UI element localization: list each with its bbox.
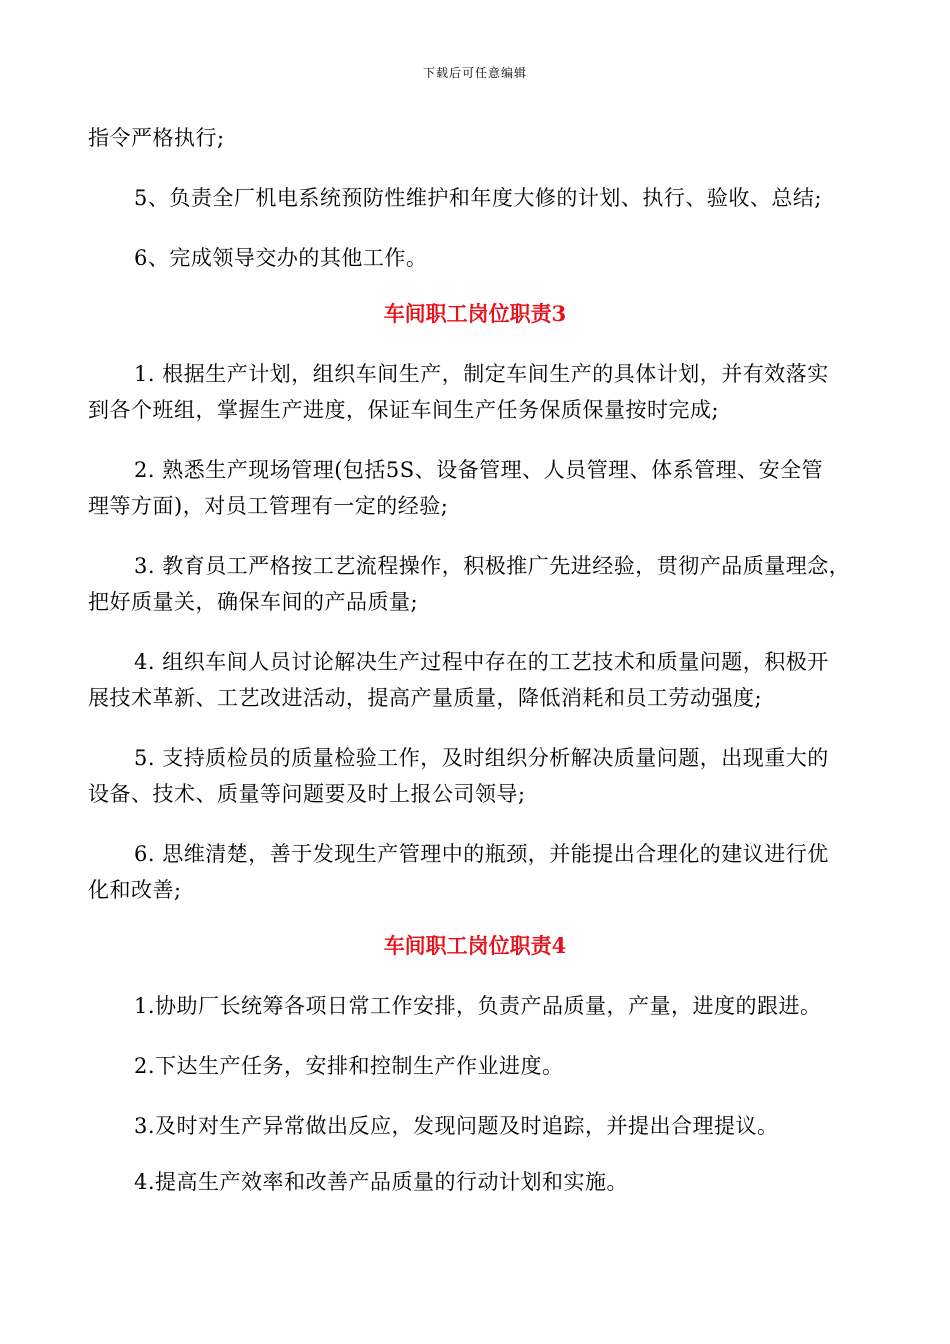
- s3-item-3-line-1: 3. 教育员工严格按工艺流程操作，积极推广先进经验，贯彻产品质量理念，: [134, 554, 851, 578]
- section-3-title: 车间职工岗位职责3: [383, 301, 567, 326]
- s4-item-3: 3.及时对生产异常做出反应，发现问题及时追踪，并提出合理提议。: [134, 1114, 779, 1138]
- s3-item-6-line-2: 化和改善;: [88, 878, 182, 902]
- s3-item-2-line-2: 理等方面)，对员工管理有一定的经验;: [88, 494, 449, 518]
- s3-item-4-line-2: 展技术革新、工艺改进活动，提高产量质量，降低消耗和员工劳动强度;: [88, 686, 763, 710]
- s3-item-6-line-1: 6. 思维清楚，善于发现生产管理中的瓶颈，并能提出合理化的建议进行优: [134, 842, 829, 866]
- s3-item-1-line-2: 到各个班组，掌握生产进度，保证车间生产任务保质保量按时完成;: [88, 398, 720, 422]
- s4-item-4: 4.提高生产效率和改善产品质量的行动计划和实施。: [134, 1170, 629, 1194]
- page-header-note: 下载后可任意编辑: [422, 66, 527, 80]
- s3-item-1-line-1: 1. 根据生产计划，组织车间生产，制定车间生产的具体计划，并有效落实: [134, 362, 829, 386]
- s3-item-2-line-1: 2. 熟悉生产现场管理(包括5S、设备管理、人员管理、体系管理、安全管: [134, 458, 824, 482]
- s3-item-5-line-1: 5. 支持质检员的质量检验工作，及时组织分析解决质量问题，出现重大的: [134, 746, 829, 770]
- s3-item-5-line-2: 设备、技术、质量等问题要及时上报公司领导;: [88, 782, 526, 806]
- section-4-title: 车间职工岗位职责4: [383, 933, 567, 958]
- s3-item-4-line-1: 4. 组织车间人员讨论解决生产过程中存在的工艺技术和质量问题，积极开: [134, 650, 829, 674]
- s4-item-1: 1.协助厂长统筹各项日常工作安排，负责产品质量，产量，进度的跟进。: [134, 994, 822, 1018]
- s4-item-2: 2.下达生产任务，安排和控制生产作业进度。: [134, 1054, 564, 1078]
- paragraph-item-6: 6、完成领导交办的其他工作。: [134, 246, 428, 270]
- paragraph-item-5: 5、负责全厂机电系统预防性维护和年度大修的计划、执行、验收、总结;: [134, 186, 822, 210]
- s3-item-3-line-2: 把好质量关，确保车间的产品质量;: [88, 590, 419, 614]
- paragraph-tail: 指令严格执行;: [88, 126, 225, 150]
